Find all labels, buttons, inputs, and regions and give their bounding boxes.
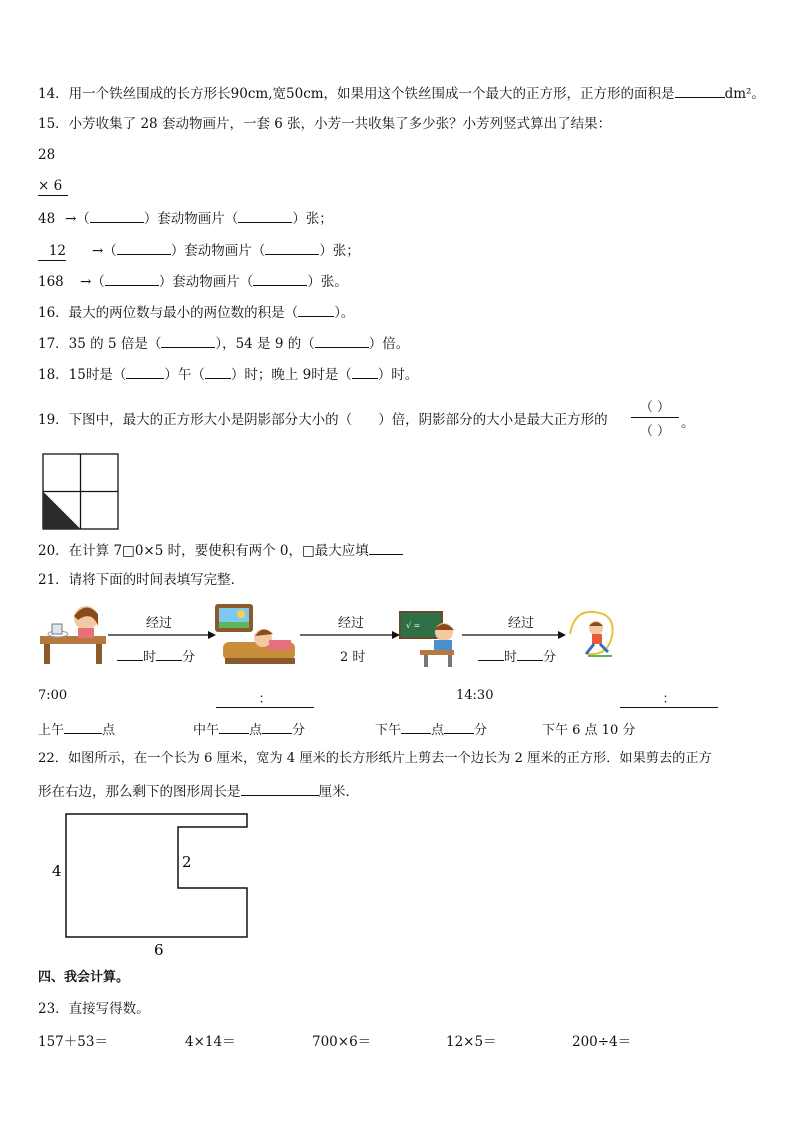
child-playing-illustration bbox=[564, 606, 620, 662]
calc-item-5: 200÷4＝ bbox=[572, 1034, 632, 1050]
q17-blank2[interactable] bbox=[315, 333, 369, 348]
q19-fraction[interactable] bbox=[631, 396, 679, 439]
arrow-3-duration: 时 分 bbox=[478, 646, 556, 665]
q22-line2: 形在右边，那么剩下的图形周长是 厘米． bbox=[38, 781, 359, 801]
label-4: 4 bbox=[52, 862, 62, 880]
duration1-hours-blank[interactable] bbox=[117, 646, 143, 661]
q20: 20．在计算 7□0×5 时，要使积有两个 0，□最大应填 bbox=[38, 540, 403, 560]
q17: 17．35 的 5 倍是（ ），54 是 9 的（ ）倍。 bbox=[38, 333, 409, 353]
q19-fraction-denominator: （ ） bbox=[639, 424, 671, 439]
arrow-3-label: 经过 bbox=[508, 616, 535, 631]
q15-row3-blank1[interactable] bbox=[105, 271, 159, 286]
child-resting-tv-illustration bbox=[213, 602, 297, 666]
label-2: 2 bbox=[182, 853, 192, 871]
q15-text: 15．小芳收集了 28 套动物画片，一套 6 张，小芳一共收集了多少张？小芳列竖式算出了结果： bbox=[38, 116, 612, 132]
remaining-shape bbox=[66, 814, 247, 937]
label-6: 6 bbox=[154, 941, 164, 959]
q15-row3-num: 168 bbox=[38, 274, 64, 290]
q15-vertical-mul: × 6 bbox=[38, 177, 68, 196]
q15-row1-num: 48 bbox=[38, 211, 56, 227]
time-label-3: 下午 点 分 bbox=[375, 719, 487, 738]
time-label-1: 上午 点 bbox=[38, 719, 115, 738]
am-hour-blank[interactable] bbox=[64, 719, 102, 734]
q15-row1-blank1[interactable] bbox=[90, 208, 144, 223]
q19: 19．下图中，最大的正方形大小是阴影部分大小的（ ）倍，阴影部分的大小是最大正方形的 bbox=[38, 412, 608, 428]
q15-vertical-top: 28 bbox=[38, 147, 56, 163]
q15-row2-num: 12 bbox=[38, 242, 66, 261]
time-3: 14:30 bbox=[456, 688, 494, 703]
arrow-2-label: 经过 bbox=[338, 616, 365, 631]
duration3-minutes-blank[interactable] bbox=[517, 646, 543, 661]
q14 bbox=[38, 83, 765, 103]
q18-blank2[interactable] bbox=[205, 364, 231, 379]
time-label-2: 中午 点 分 bbox=[193, 719, 305, 738]
q15-row2-blank2[interactable] bbox=[265, 240, 319, 255]
noon-minute-blank[interactable] bbox=[262, 719, 292, 734]
q18-blank1[interactable] bbox=[126, 364, 164, 379]
q18-blank3[interactable] bbox=[352, 364, 378, 379]
q14-answer-blank[interactable] bbox=[675, 83, 725, 98]
q18: 18．15时是（ ）午（ ）时；晚上 9时是（ ）时。 bbox=[38, 364, 418, 384]
q15-row3-blank2[interactable] bbox=[253, 271, 307, 286]
q22-line1: 22．如图所示，在一个长为 6 厘米，宽为 4 厘米的长方形纸片上剪去一个边长为 2 厘米的正方形．如果剪去的正方 bbox=[38, 751, 712, 766]
calc-item-4: 12×5＝ bbox=[446, 1034, 497, 1050]
time-4-blank[interactable]: ： bbox=[620, 688, 718, 708]
arrow-2-duration: 2 时 bbox=[340, 650, 366, 665]
q16-blank[interactable] bbox=[298, 302, 334, 317]
section-4-heading: 四、我会计算。 bbox=[38, 970, 130, 985]
q22-shape-figure bbox=[45, 810, 255, 960]
arrow-1-label: 经过 bbox=[146, 616, 173, 631]
calc-item-3: 700×6＝ bbox=[312, 1034, 372, 1050]
shaded-triangle bbox=[43, 492, 81, 530]
q21-text: 21．请将下面的时间表填写完整． bbox=[38, 572, 245, 588]
q15-row2: 12 →（ ）套动物画片（ ）张； bbox=[38, 240, 360, 261]
time-1: 7:00 bbox=[38, 688, 68, 703]
q16: 16．最大的两位数与最小的两位数的积是（ ）。 bbox=[38, 302, 354, 322]
duration3-hours-blank[interactable] bbox=[478, 646, 504, 661]
girl-eating-illustration bbox=[38, 600, 108, 666]
pm-hour-blank[interactable] bbox=[401, 719, 431, 734]
q19-square-figure bbox=[42, 453, 120, 531]
svg-text:√ =: √ = bbox=[406, 621, 421, 630]
q15-row1: 48 →（ ）套动物画片（ ）张； bbox=[38, 208, 333, 228]
q15-row1-blank2[interactable] bbox=[238, 208, 292, 223]
q15-row3: 168 →（ ）套动物画片（ ）张。 bbox=[38, 271, 348, 291]
time-2-blank[interactable]: ： bbox=[216, 688, 314, 708]
pm-minute-blank[interactable] bbox=[444, 719, 474, 734]
q19-fraction-numerator: （ ） bbox=[639, 400, 671, 415]
q17-blank1[interactable] bbox=[161, 333, 215, 348]
q23-text: 23．直接写得数。 bbox=[38, 1001, 150, 1017]
noon-hour-blank[interactable] bbox=[219, 719, 249, 734]
arrow-1-duration: 时 分 bbox=[117, 646, 195, 665]
time-label-4: 下午 6 点 10 分 bbox=[542, 723, 636, 738]
q14-unit: dm²。 bbox=[724, 86, 765, 102]
calc-item-2: 4×14＝ bbox=[185, 1034, 236, 1050]
duration1-minutes-blank[interactable] bbox=[156, 646, 182, 661]
q22-blank[interactable] bbox=[241, 781, 319, 796]
q20-blank[interactable] bbox=[369, 540, 403, 555]
student-classroom-illustration bbox=[398, 610, 464, 668]
q15-row2-blank1[interactable] bbox=[117, 240, 171, 255]
calc-item-1: 157＋53＝ bbox=[38, 1034, 108, 1050]
q14-text: 14．用一个铁丝围成的长方形长90cm,宽50cm，如果用这个铁丝围成一个最大的正方形，正方形的面积是 bbox=[38, 86, 675, 102]
q19-end: 。 bbox=[681, 415, 695, 431]
